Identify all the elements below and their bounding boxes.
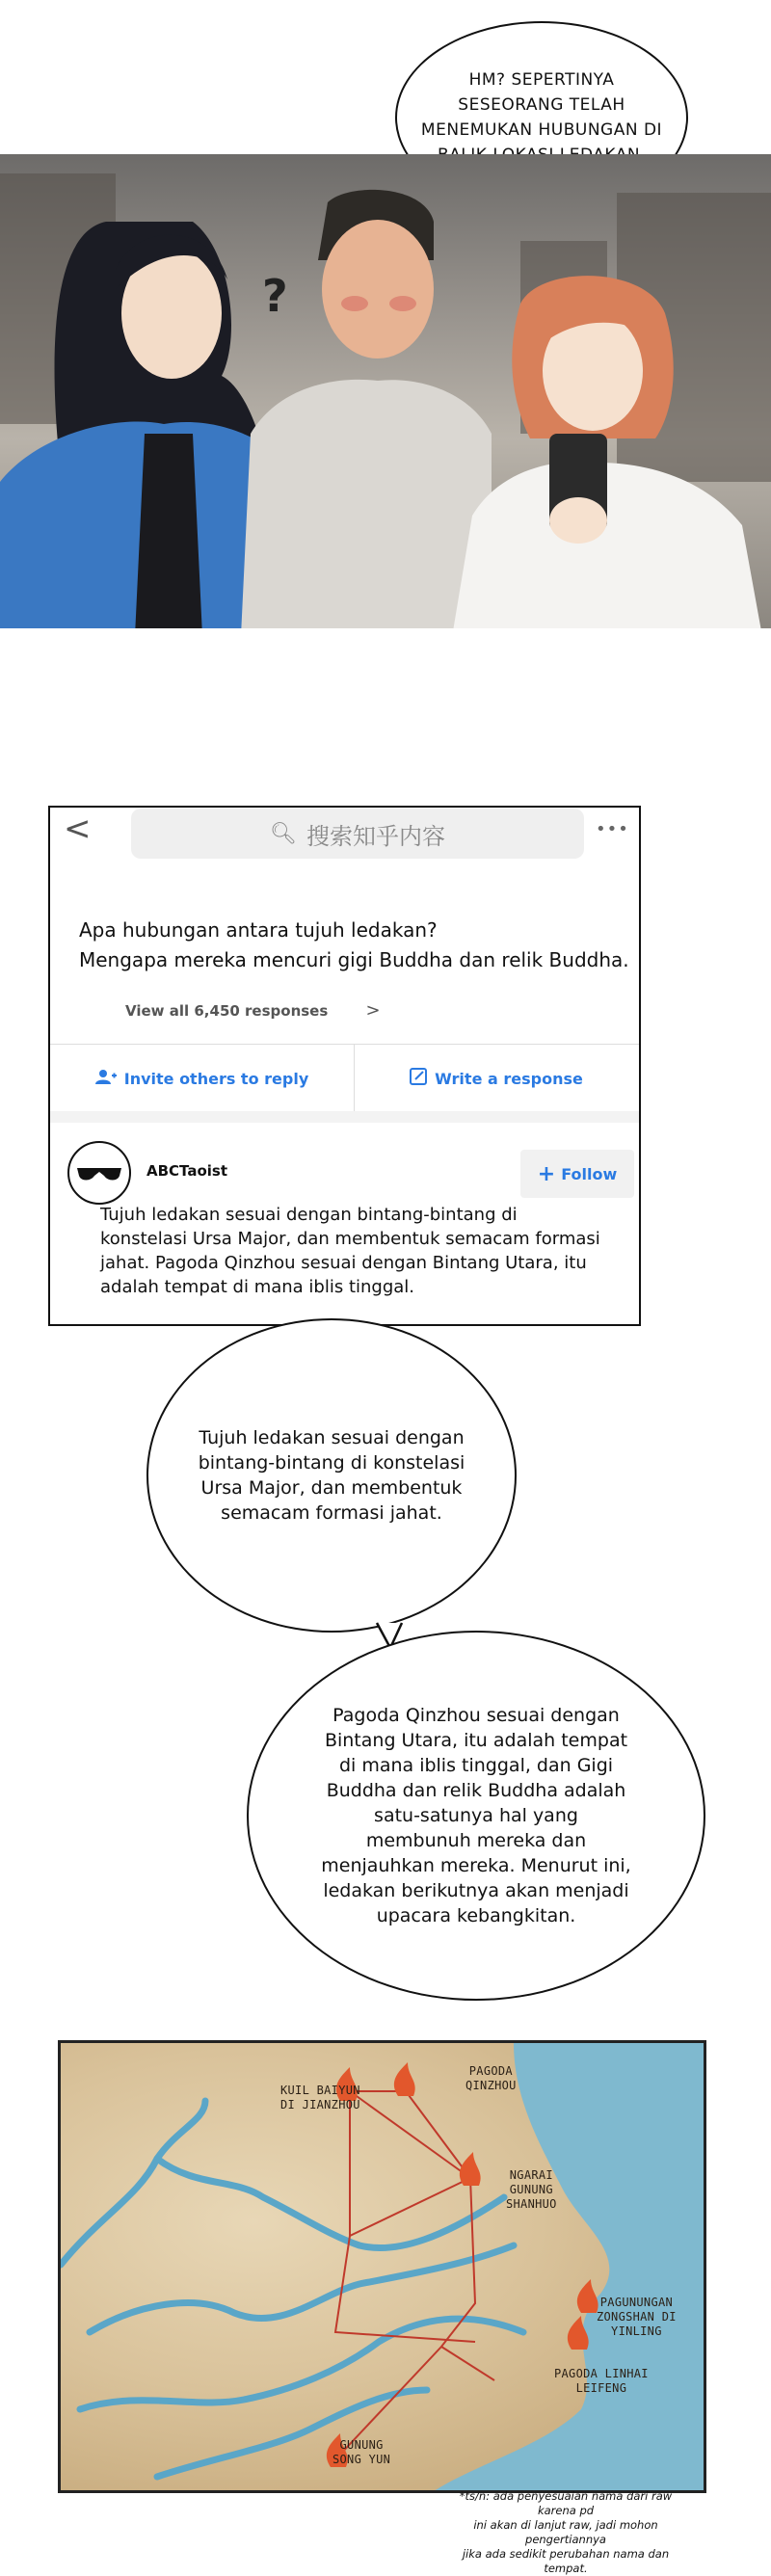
write-response-button[interactable] (354, 1045, 639, 1112)
edit-icon (410, 1068, 427, 1089)
route-4 (335, 2091, 475, 2342)
speech-bubble-middle (146, 1318, 517, 1633)
map-label-kuil: KUIL BAIYUN DI JIANZHOU (280, 2084, 360, 2111)
more-options-icon[interactable]: ••• (596, 819, 629, 839)
search-icon: 🔍︎ (270, 821, 297, 846)
invite-label: Invite others to reply (123, 1069, 309, 1088)
translator-note: *ts/n: ada penyesuaian nama dari raw karena pd ini akan di lanjut raw, jadi mohon pengertiannya jika ada sedikit perubahan nama dan tempat. (459, 2489, 673, 2575)
follow-button[interactable] (520, 1150, 634, 1198)
search-placeholder: 搜索知乎内容 (306, 822, 445, 850)
comic-panel-characters (0, 154, 771, 628)
river-1 (61, 2101, 205, 2265)
map-label-pagoda-qinzhou: PAGODA QINZHOU (465, 2064, 517, 2092)
sea-area (427, 2043, 706, 2493)
route-6 (441, 2347, 494, 2380)
write-label: Write a response (435, 1069, 583, 1088)
follow-label: Follow (561, 1164, 618, 1183)
map-panel (58, 2040, 706, 2493)
view-all-label: View all 6,450 responses (125, 1002, 329, 1020)
chevron-right-icon: > (365, 1000, 381, 1021)
character-woman-right (453, 265, 771, 628)
add-user-icon (95, 1069, 117, 1088)
flame-pagunungan (577, 2279, 598, 2313)
view-all-responses-link[interactable] (125, 1000, 381, 1021)
flame-ngarai (460, 2152, 481, 2186)
back-icon[interactable]: < (64, 810, 92, 848)
question-line-1: Apa hubungan antara tujuh ledakan? (79, 918, 438, 942)
route-3 (350, 2091, 470, 2178)
sunglasses-icon (69, 1143, 129, 1203)
question-line-2: Mengapa mereka mencuri gigi Buddha dan relik Buddha. (79, 948, 629, 971)
speech-bubble-bottom-text: Pagoda Qinzhou sesuai dengan Bintang Utara, itu adalah tempat di mana iblis tinggal, dan Gigi Buddha dan relik Buddha adalah satu-satunya hal yang membunuh mereka dan menjauhkan mereka. Menurut ini, ledakan berikutnya akan menjadi upacara kebangkitan. (321, 1705, 631, 1926)
speech-bubble-middle-text: Tujuh ledakan sesuai dengan bintang-bintang di konstelasi Ursa Major, dan membentuk semacam formasi jahat. (198, 1427, 465, 1524)
divider (50, 1111, 639, 1123)
map-label-gunung: GUNUNG SONG YUN (332, 2438, 391, 2466)
search-input[interactable] (131, 809, 584, 859)
username[interactable]: ABCTaoist (146, 1162, 228, 1180)
map-label-pagoda-linhai: PAGODA LINHAI LEIFENG (554, 2367, 649, 2395)
qa-app-screen (48, 806, 641, 1326)
speech-bubble-bottom (247, 1631, 705, 2001)
action-row (50, 1044, 639, 1113)
speech-bubble-top-text: HM? SEPERTINYA SESEORANG TELAH MENEMUKAN HUBUNGAN DI (420, 70, 663, 140)
flame-qinzhou (394, 2062, 415, 2096)
map-label-ngarai: NGARAI GUNUNG SHANHUO (506, 2168, 557, 2211)
avatar[interactable] (67, 1141, 131, 1205)
confused-question-mark: ? (262, 270, 288, 322)
invite-others-button[interactable] (50, 1045, 355, 1112)
answer-text: Tujuh ledakan sesuai dengan bintang-bintang di konstelasi Ursa Major, dan membentuk semacam formasi jahat. Pagoda Qinzhou sesuai dengan Bintang Utara, itu adalah tempat di mana iblis tinggal. (100, 1205, 600, 1297)
plus-icon: + (537, 1161, 556, 1186)
river-4 (80, 2319, 523, 2409)
map-graphics (61, 2043, 706, 2493)
question-text (79, 916, 629, 975)
map-label-pagunungan: PAGUNUNGAN ZONGSHAN DI YINLING (597, 2296, 677, 2338)
river-2 (157, 2159, 504, 2248)
